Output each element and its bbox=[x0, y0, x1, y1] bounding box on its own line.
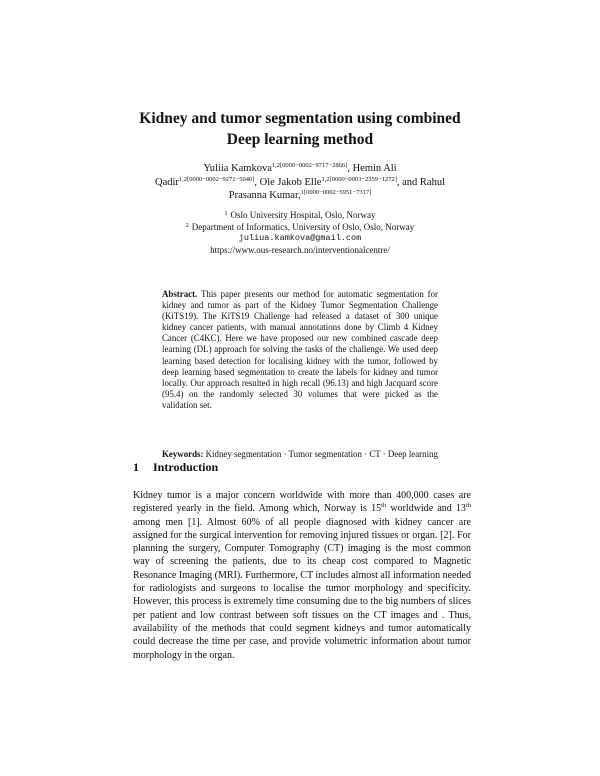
ordinal-suffix: th bbox=[465, 502, 471, 510]
author-email: juliua.kamkova@gmail.com bbox=[238, 233, 362, 243]
intro-text-3: among men [1]. Almost 60% of all people diagnosed with kidney cancer are assigned for the surgical intervention for removing injured tissues or organ. [2]. For planning the surgery, Computer Tomography (CT) imaging is the most common way of screening the patients, due to its cheap cost compared to Magnetic Resonance Imaging (MRI). Furthermore, CT includes almost all information needed for radiologists and surgeons to localise the tumor morphology and specificity. However, this process is extremely time consuming due to the big numbers of slices per patient and low contrast between soft tissues on the CT images and . Thus, availability of the methods that could segment kidneys and tumor automatically could decrease the time per case, and provide volumetric information about tumor morphology in the organ. bbox=[133, 516, 471, 661]
section-number: 1 bbox=[133, 460, 139, 474]
abstract-label: Abstract. bbox=[162, 289, 198, 299]
affiliations bbox=[120, 210, 480, 256]
section-title: Introduction bbox=[153, 460, 219, 474]
author-line-1 bbox=[120, 162, 480, 176]
abstract bbox=[162, 289, 438, 411]
author-name: Yuliia Kamkova bbox=[203, 163, 272, 174]
title-line-2: Deep learning method bbox=[226, 131, 374, 148]
affiliation-marker: 2 bbox=[185, 222, 189, 229]
author-separator: , and Rahul bbox=[396, 176, 446, 188]
affiliation-text: Department of Informatics, University of Oslo, Oslo, Norway bbox=[191, 221, 415, 232]
author-line-2 bbox=[120, 176, 480, 190]
author-separator: , Hemin Ali bbox=[347, 163, 397, 174]
ordinal-suffix: th bbox=[381, 502, 387, 510]
paper-title bbox=[100, 108, 500, 150]
author-line-3 bbox=[120, 189, 480, 203]
author-name: Prasanna Kumar, bbox=[228, 190, 301, 201]
affiliation-2 bbox=[120, 222, 480, 234]
institution-url: https://www.ous-research.no/interventionalcentre/ bbox=[210, 244, 390, 255]
author-name: Qadir bbox=[154, 176, 179, 188]
title-line-1: Kidney and tumor segmentation using combined bbox=[139, 110, 461, 127]
author-separator: , Ole Jakob Elle bbox=[254, 176, 322, 188]
affiliation-1 bbox=[120, 210, 480, 222]
intro-text-1: Kidney tumor is a major concern worldwide with more than 400,000 cases are registered yearly in the field. Among which, Norway is 15 bbox=[133, 490, 471, 515]
author-orcid: 1,2[0000−0002−9717−2866] bbox=[271, 162, 348, 169]
author-orcid: 1[0000−0002−5951−7317] bbox=[300, 189, 372, 196]
affiliation-marker: 1 bbox=[224, 211, 228, 217]
keywords-label: Keywords: bbox=[162, 449, 204, 459]
affiliation-text: Oslo University Hospital, Oslo, Norway bbox=[230, 210, 376, 220]
intro-text-2: worldwide and 13 bbox=[386, 503, 466, 515]
section-heading bbox=[133, 460, 218, 475]
keywords-text: Kidney segmentation · Tumor segmentation · CT · Deep learning bbox=[205, 449, 438, 459]
author-list bbox=[120, 162, 480, 203]
author-orcid: 1,2[0000−0003−2359−1272] bbox=[321, 175, 397, 183]
author-orcid: 1,2[0000−0002−9271−5040] bbox=[178, 175, 255, 183]
abstract-text: This paper presents our method for automatic segmentation for kidney and tumor as part of the Kidney Tumor Segmentation Challenge (KiTS19). The KiTS19 Challenge had released a dataset of 300 unique kidney cancer patients, with manual annotations done by Climb 4 Kidney Cancer (C4KC). Here we have proposed our new combined cascade deep learning (DL) approach for solving the tasks of the challenge. We used deep learning based detection for localising kidney with the tumor, followed by deep learning based segmentation to create the labels for kidney and tumor locally. Our approach resulted in high recall (96.13) and high Jacquard score (95.4) on the randomly selected 30 volumes that were picked as the validation set. bbox=[162, 289, 438, 410]
keywords bbox=[162, 449, 438, 460]
introduction-paragraph bbox=[133, 489, 471, 662]
